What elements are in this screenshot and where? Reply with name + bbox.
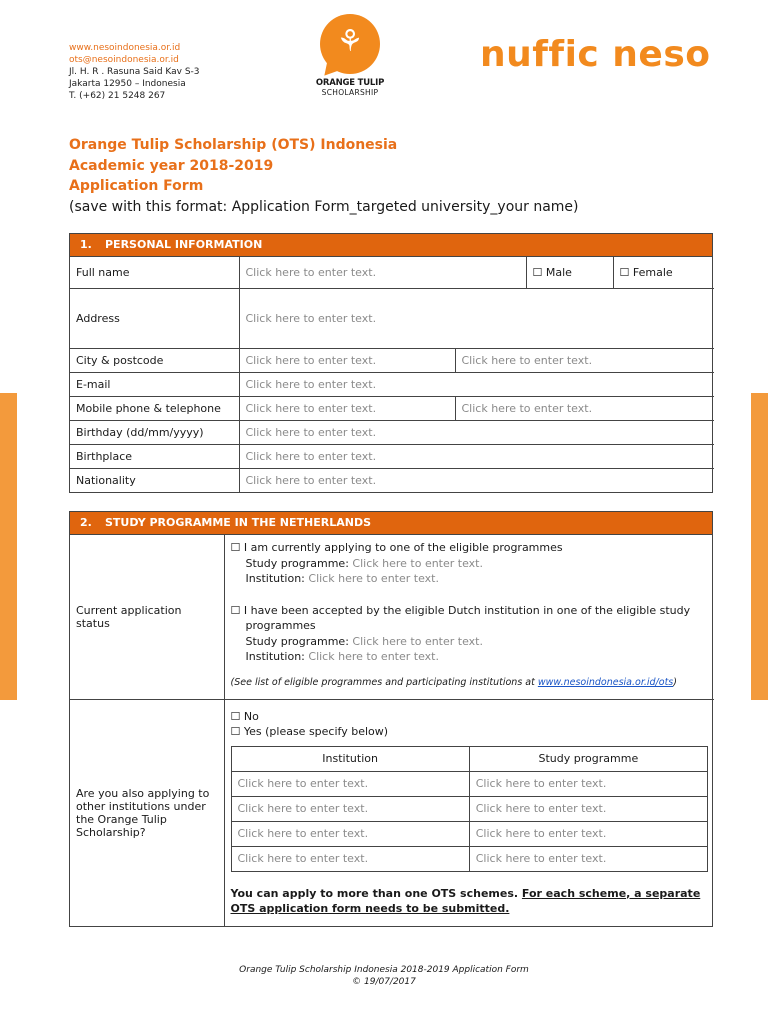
- left-side-tab: [0, 393, 17, 700]
- option-yes[interactable]: ☐ Yes (please specify below): [230, 725, 389, 738]
- logo-line-1: ORANGE TULIP: [315, 78, 385, 88]
- nuffic-neso-logo: nuffic neso: [480, 34, 711, 75]
- institution-cell[interactable]: Click here to enter text.: [231, 821, 469, 846]
- label-nationality: Nationality: [70, 468, 239, 492]
- label-address: Address: [70, 288, 239, 348]
- footer-line-1: Orange Tulip Scholarship Indonesia 2018-2019 Application Form: [239, 965, 529, 975]
- birthplace-field[interactable]: Click here to enter text.: [239, 444, 714, 468]
- option-accepted[interactable]: ☐ I have been accepted by the eligible Dutch institution in one of the eligible study: [230, 603, 691, 617]
- study-programme-field-1[interactable]: Click here to enter text.: [352, 556, 483, 570]
- other-institutions-table: [231, 746, 709, 872]
- section-personal-information: [69, 233, 713, 493]
- programme-cell[interactable]: Click here to enter text.: [469, 771, 707, 796]
- option-currently-applying[interactable]: ☐ I am currently applying to one of the eligible programmes: [230, 541, 563, 554]
- orange-tulip-logo: [312, 14, 388, 97]
- institution-cell[interactable]: Click here to enter text.: [231, 846, 469, 871]
- label-full-name: Full name: [70, 257, 239, 288]
- city-field[interactable]: Click here to enter text.: [239, 348, 455, 372]
- label-email: E-mail: [70, 372, 239, 396]
- form-titles: [69, 135, 579, 217]
- section-2-header: 2. STUDY PROGRAMME IN THE NETHERLANDS: [70, 512, 712, 535]
- right-side-tab: [751, 393, 768, 700]
- contact-block: [69, 42, 200, 102]
- institution-cell[interactable]: Click here to enter text.: [231, 771, 469, 796]
- male-checkbox[interactable]: ☐ Male: [526, 257, 613, 288]
- footer-line-2: © 19/07/2017: [352, 977, 416, 987]
- birthday-field[interactable]: Click here to enter text.: [239, 420, 714, 444]
- email-link[interactable]: ots@nesoindonesia.or.id: [69, 55, 179, 65]
- study-programme-row-2: Study programme: Click here to enter text.: [245, 634, 483, 648]
- current-status-options: [224, 535, 714, 699]
- female-checkbox[interactable]: ☐ Female: [613, 257, 714, 288]
- label-current-application-status: Current application status: [70, 535, 224, 699]
- telephone-field[interactable]: Click here to enter text.: [455, 396, 714, 420]
- study-programme-table: [70, 535, 714, 926]
- section-study-programme: [69, 511, 713, 927]
- institution-cell[interactable]: Click here to enter text.: [231, 796, 469, 821]
- postcode-field[interactable]: Click here to enter text.: [455, 348, 714, 372]
- institution-field-2[interactable]: Click here to enter text.: [308, 650, 439, 663]
- label-city-postcode: City & postcode: [70, 348, 239, 372]
- save-instruction: (save with this format: Application Form_targeted university_your name): [69, 198, 579, 215]
- personal-info-table: [70, 257, 714, 492]
- institution-field-1[interactable]: Click here to enter text.: [308, 572, 439, 585]
- institution-row-2: Institution: Click here to enter text.: [245, 650, 439, 663]
- label-birthplace: Birthplace: [70, 444, 239, 468]
- label-other-institutions: Are you also applying to other institutions under the Orange Tulip Scholarship?: [70, 699, 224, 926]
- title-line-2: Academic year 2018-2019: [69, 157, 274, 174]
- address-field[interactable]: Click here to enter text.: [239, 288, 714, 348]
- study-programme-field-2[interactable]: Click here to enter text.: [352, 634, 483, 648]
- section-1-header: 1. PERSONAL INFORMATION: [70, 234, 712, 257]
- nationality-field[interactable]: Click here to enter text.: [239, 468, 714, 492]
- multiple-schemes-note: You can apply to more than one OTS schemes. For each scheme, a separate OTS application form needs to be submitted.: [230, 886, 701, 915]
- label-mobile-phone: Mobile phone & telephone: [70, 396, 239, 420]
- address-line-2: Jakarta 12950 – Indonesia: [69, 79, 186, 89]
- institution-row-1: Institution: Click here to enter text.: [245, 572, 439, 585]
- other-institutions-options: [224, 699, 714, 926]
- programme-cell[interactable]: Click here to enter text.: [469, 821, 707, 846]
- col-study-programme: Study programme: [469, 746, 707, 771]
- title-line-1: Orange Tulip Scholarship (OTS) Indonesia: [69, 137, 398, 153]
- logo-line-2: SCHOLARSHIP: [321, 88, 379, 97]
- email-field[interactable]: Click here to enter text.: [239, 372, 714, 396]
- mobile-field[interactable]: Click here to enter text.: [239, 396, 455, 420]
- eligible-programmes-note: (See list of eligible programmes and participating institutions at www.nesoindonesia.or.id/ots): [230, 676, 677, 688]
- programme-cell[interactable]: Click here to enter text.: [469, 846, 707, 871]
- programme-cell[interactable]: Click here to enter text.: [469, 796, 707, 821]
- full-name-field[interactable]: Click here to enter text.: [239, 257, 526, 288]
- label-birthday: Birthday (dd/mm/yyyy): [70, 420, 239, 444]
- ots-link[interactable]: www.nesoindonesia.or.id/ots: [537, 676, 674, 688]
- page-footer: [0, 964, 768, 988]
- title-line-3: Application Form: [69, 178, 204, 194]
- col-institution: Institution: [231, 746, 469, 771]
- address-line-1: Jl. H. R . Rasuna Said Kav S-3: [69, 67, 200, 77]
- study-programme-row-1: Study programme: Click here to enter text.: [245, 556, 483, 570]
- tulip-icon: ⚘: [320, 14, 380, 74]
- website-link[interactable]: www.nesoindonesia.or.id: [69, 43, 181, 53]
- option-accepted-cont: programmes: [245, 619, 316, 632]
- phone-number: T. (+62) 21 5248 267: [69, 91, 166, 101]
- option-no[interactable]: ☐ No: [230, 709, 259, 723]
